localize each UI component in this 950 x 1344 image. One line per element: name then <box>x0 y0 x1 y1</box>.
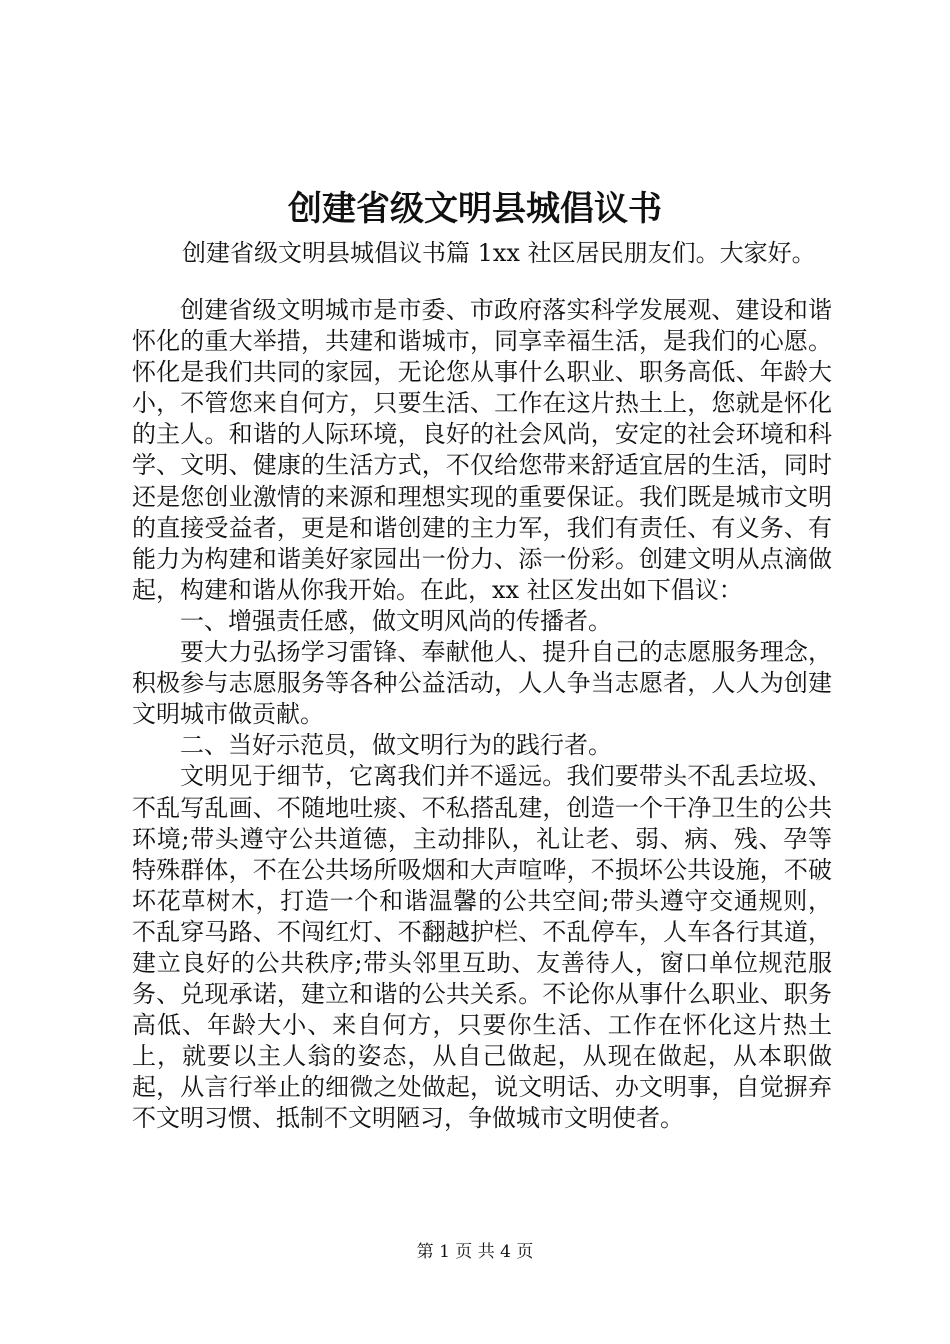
document-subtitle: 创建省级文明县城倡议书篇 1xx 社区居民朋友们。大家好。 <box>182 239 816 267</box>
body-paragraph: 要大力弘扬学习雷锋、奉献他人、提升自己的志愿服务理念，积极参与志愿服务等各种公益活动，人人争当志愿者，人人为创建文明城市做贡献。 <box>132 638 832 729</box>
body-paragraph: 创建省级文明城市是市委、市政府落实科学发展观、建设和谐怀化的重大举措，共建和谐城市，同享幸福生活，是我们的心愿。怀化是我们共同的家园，无论您从事什么职业、职务高低、年龄大小，不管您来自何方，只要生活、工作在这片热土上，您就是怀化的主人。和谐的人际环境，良好的社会风尚，安定的社会环境和科学、文明、健康的生活方式，不仅给您带来舒适宜居的生活，同时还是您创业激情的来源和理想实现的重要保证。我们既是城市文明的直接受益者，更是和谐创建的主力军，我们有责任、有义务、有能力为构建和谐美好家园出一份力、添一份彩。创建文明从点滴做起，构建和谐从你我开始。在此，xx 社区发出如下倡议： <box>132 296 832 604</box>
section-heading-1: 一、增强责任感，做文明风尚的传播者。 <box>180 606 612 635</box>
body-paragraph: 文明见于细节，它离我们并不遥远。我们要带头不乱丢垃圾、不乱写乱画、不随地吐痰、不私搭乱建，创造一个干净卫生的公共环境;带头遵守公共道德，主动排队，礼让老、弱、病、残、孕等特殊群体，不在公共场所吸烟和大声喧哗，不损坏公共设施，不破坏花草树木，打造一个和谐温馨的公共空间;带头遵守交通规则，不乱穿马路、不闯红灯、不翻越护栏、不乱停车，人车各行其道，建立良好的公共秩序;带头邻里互助、友善待人，窗口单位规范服务、兑现承诺，建立和谐的公共关系。不论你从事什么职业、职务高低、年龄大小、来自何方，只要你生活、工作在怀化这片热土上，就要以主人翁的姿态，从自己做起，从现在做起，从本职做起，从言行举止的细微之处做起，说文明话、办文明事，自觉摒弃不文明习惯、抵制不文明陋习，争做城市文明使者。 <box>132 762 832 1133</box>
section-heading-2: 二、当好示范员，做文明行为的践行者。 <box>180 731 612 760</box>
page-number-footer: 第 1 页 共 4 页 <box>416 1242 534 1262</box>
document-body <box>132 295 832 1135</box>
document-title: 创建省级文明县城倡议书 <box>288 189 662 229</box>
